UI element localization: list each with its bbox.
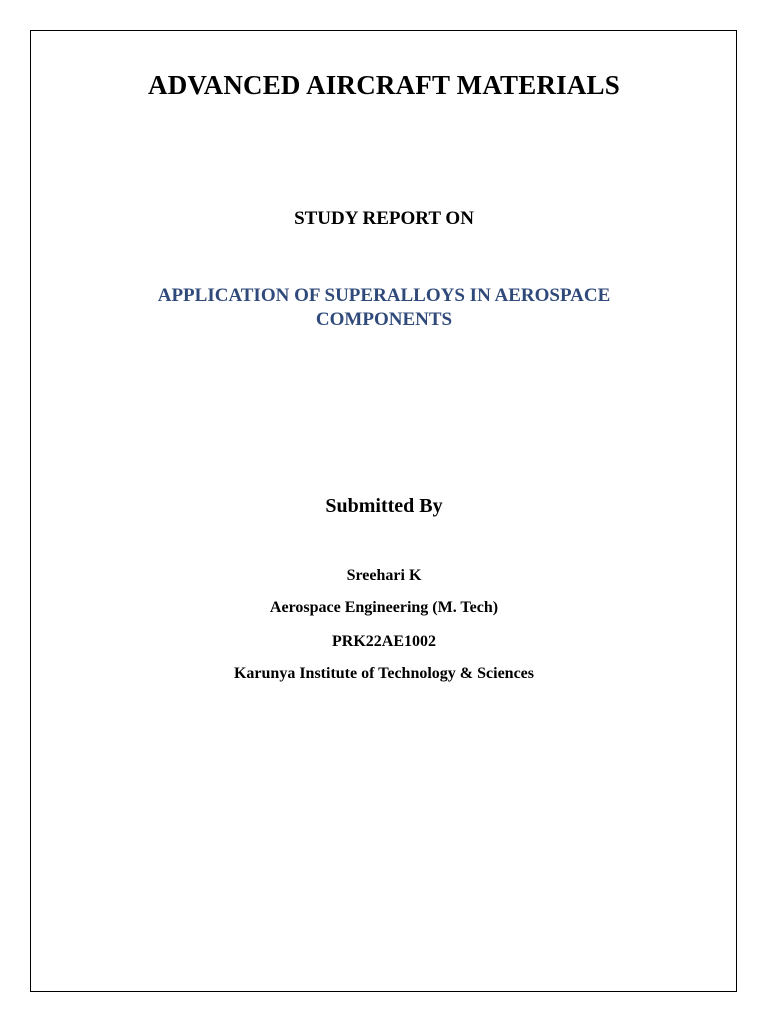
document-title: ADVANCED AIRCRAFT MATERIALS xyxy=(148,70,620,100)
submitted-by-label: Submitted By xyxy=(325,495,443,517)
author-program: Aerospace Engineering (M. Tech) xyxy=(269,599,499,616)
report-topic-line-1: APPLICATION OF SUPERALLOYS IN AEROSPACE xyxy=(157,285,611,306)
report-topic-title xyxy=(0,284,768,332)
author-id: PRK22AE1002 xyxy=(332,633,436,650)
author-institute: Karunya Institute of Technology & Sciences xyxy=(233,665,534,682)
author-name: Sreehari K xyxy=(346,567,422,584)
report-topic-line-2: COMPONENTS xyxy=(315,309,453,330)
report-label: STUDY REPORT ON xyxy=(294,208,474,229)
